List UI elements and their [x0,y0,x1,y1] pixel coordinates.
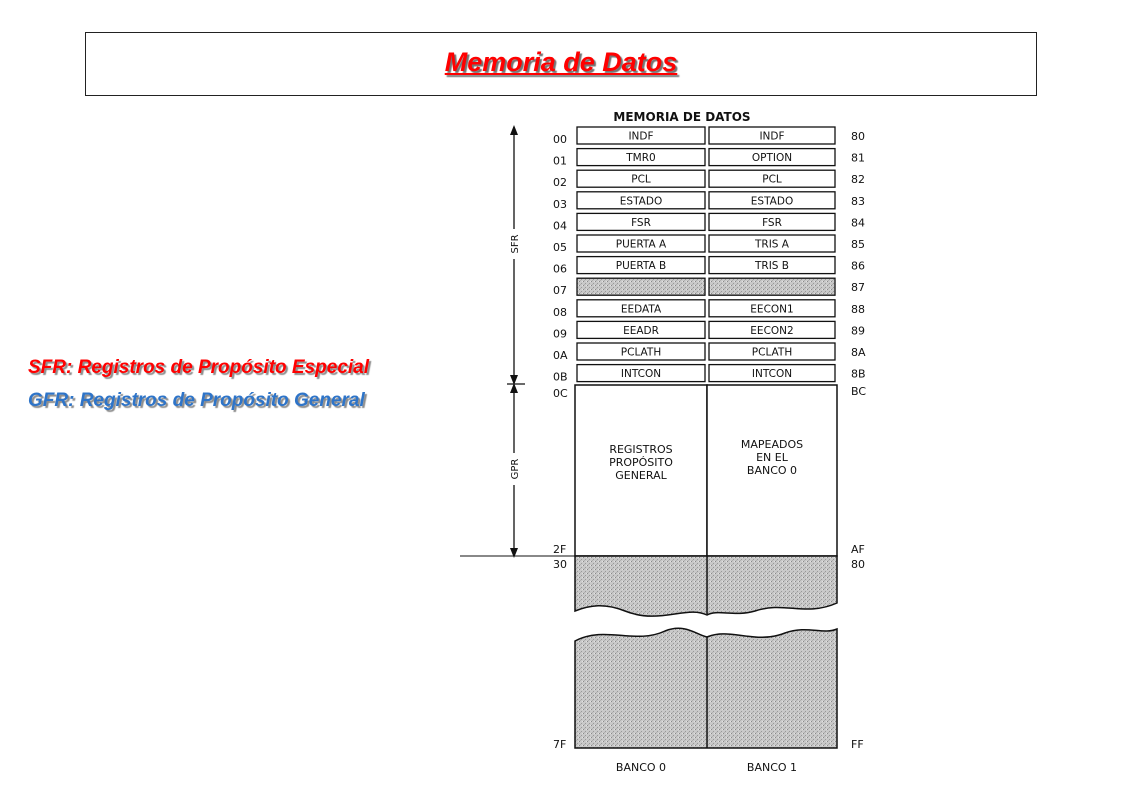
address-bank1: 87 [851,281,865,295]
unused-addr0-start: 30 [553,558,567,571]
unused-addr0-end: 7F [553,738,567,751]
address-bank0: 01 [553,154,567,168]
address-bank1: 83 [851,194,865,208]
sfr-row [553,278,865,297]
address-bank0: 08 [553,305,567,319]
gpr-bank0-line-3: GENERAL [615,469,667,482]
gpr-addr0-start: 0C [553,387,568,400]
memory-map-diagram [455,105,875,785]
gpr-bank1-line-3: BANCO 0 [746,464,798,477]
bank1-label: BANCO 1 [746,761,798,774]
address-bank0: 05 [553,241,567,254]
sfr-row [553,170,865,189]
address-bank0: 0A [553,349,568,362]
gpr-addr1-end: AF [851,543,865,556]
address-bank1: 86 [851,259,865,273]
register-name-bank1: OPTION [751,152,793,165]
gpr-label: GPR [510,458,521,480]
register-name-bank0: EEADR [623,324,659,337]
sfr-dimension [506,125,522,385]
register-name-bank0: PCL [631,173,651,186]
gpr-bank0-line-1: REGISTROS [609,443,673,456]
gfr-legend: GFR: Registros de Propósito General [28,390,365,411]
address-bank0: 00 [553,133,567,146]
bank0-label: BANCO 0 [615,761,667,774]
unused-block-lower [553,628,864,751]
register-name-bank0: ESTADO [619,195,663,208]
register-name-bank1: INTCON [751,368,793,381]
register-name-bank1: PCL [762,173,782,186]
register-cell-bank1 [709,278,835,295]
register-name-bank1: ESTADO [750,195,794,208]
register-name-bank1: TRIS B [754,260,790,273]
sfr-row [553,127,865,146]
sfr-row [553,321,865,340]
gpr-addr1-start: BC [851,385,867,398]
sfr-row [553,257,865,276]
title-box [85,32,1037,96]
sfr-row [553,235,865,254]
sfr-row [553,213,865,232]
address-bank0: 02 [553,176,567,190]
address-bank1: 81 [851,151,865,165]
address-bank1: 88 [851,302,865,316]
sfr-legend: SFR: Registros de Propósito Especial [28,357,370,378]
sfr-row [553,149,865,168]
unused-block-upper [553,556,865,616]
register-name-bank1: EECON1 [750,303,794,316]
register-name-bank0: PUERTA B [615,260,667,273]
address-bank1: 82 [851,173,865,187]
register-name-bank0: TMR0 [626,152,656,165]
address-bank1: 8A [851,346,866,359]
gpr-addr0-end: 2F [553,543,567,556]
register-name-bank1: TRIS A [755,238,789,251]
register-name-bank0: PUERTA A [615,238,667,251]
register-name-bank0: FSR [631,216,651,229]
address-bank1: 84 [851,216,865,230]
sfr-row [553,300,865,319]
register-name-bank0: PCLATH [620,346,662,359]
address-bank0: 03 [553,197,567,211]
address-bank0: 0B [553,370,568,384]
page-title: Memoria de Datos [444,47,678,77]
address-bank0: 06 [553,262,567,276]
sfr-rows [553,127,866,384]
register-name-bank0: EEDATA [620,303,662,316]
sfr-row [553,192,865,211]
gpr-bank0-line-2: PROPÓSITO [609,456,673,469]
sfr-label: SFR [510,234,521,254]
address-bank0: 07 [553,284,567,298]
unused-addr1-start: 80 [851,558,865,571]
sfr-row [553,365,866,384]
address-bank0: 04 [553,219,567,233]
register-name-bank0: INTCON [620,368,662,381]
sfr-row [553,343,866,362]
address-bank1: 80 [851,130,865,143]
address-bank1: 8B [851,367,866,381]
address-bank1: 89 [851,324,865,338]
gpr-dimension [506,383,522,558]
gpr-bank1-line-1: MAPEADOS [740,438,804,451]
address-bank1: 85 [851,238,865,251]
register-cell-bank0 [577,278,705,295]
register-name-bank1: EECON2 [750,324,794,337]
address-bank0: 09 [553,327,567,341]
register-name-bank1: PCLATH [751,346,793,359]
register-name-bank1: FSR [762,216,782,229]
diagram-header: MEMORIA DE DATOS [613,110,751,124]
register-name-bank0: INDF [628,130,654,143]
gpr-bank1-line-2: EN EL [756,451,788,464]
gpr-block [553,385,866,556]
register-name-bank1: INDF [759,130,785,143]
unused-addr1-end: FF [851,738,864,751]
